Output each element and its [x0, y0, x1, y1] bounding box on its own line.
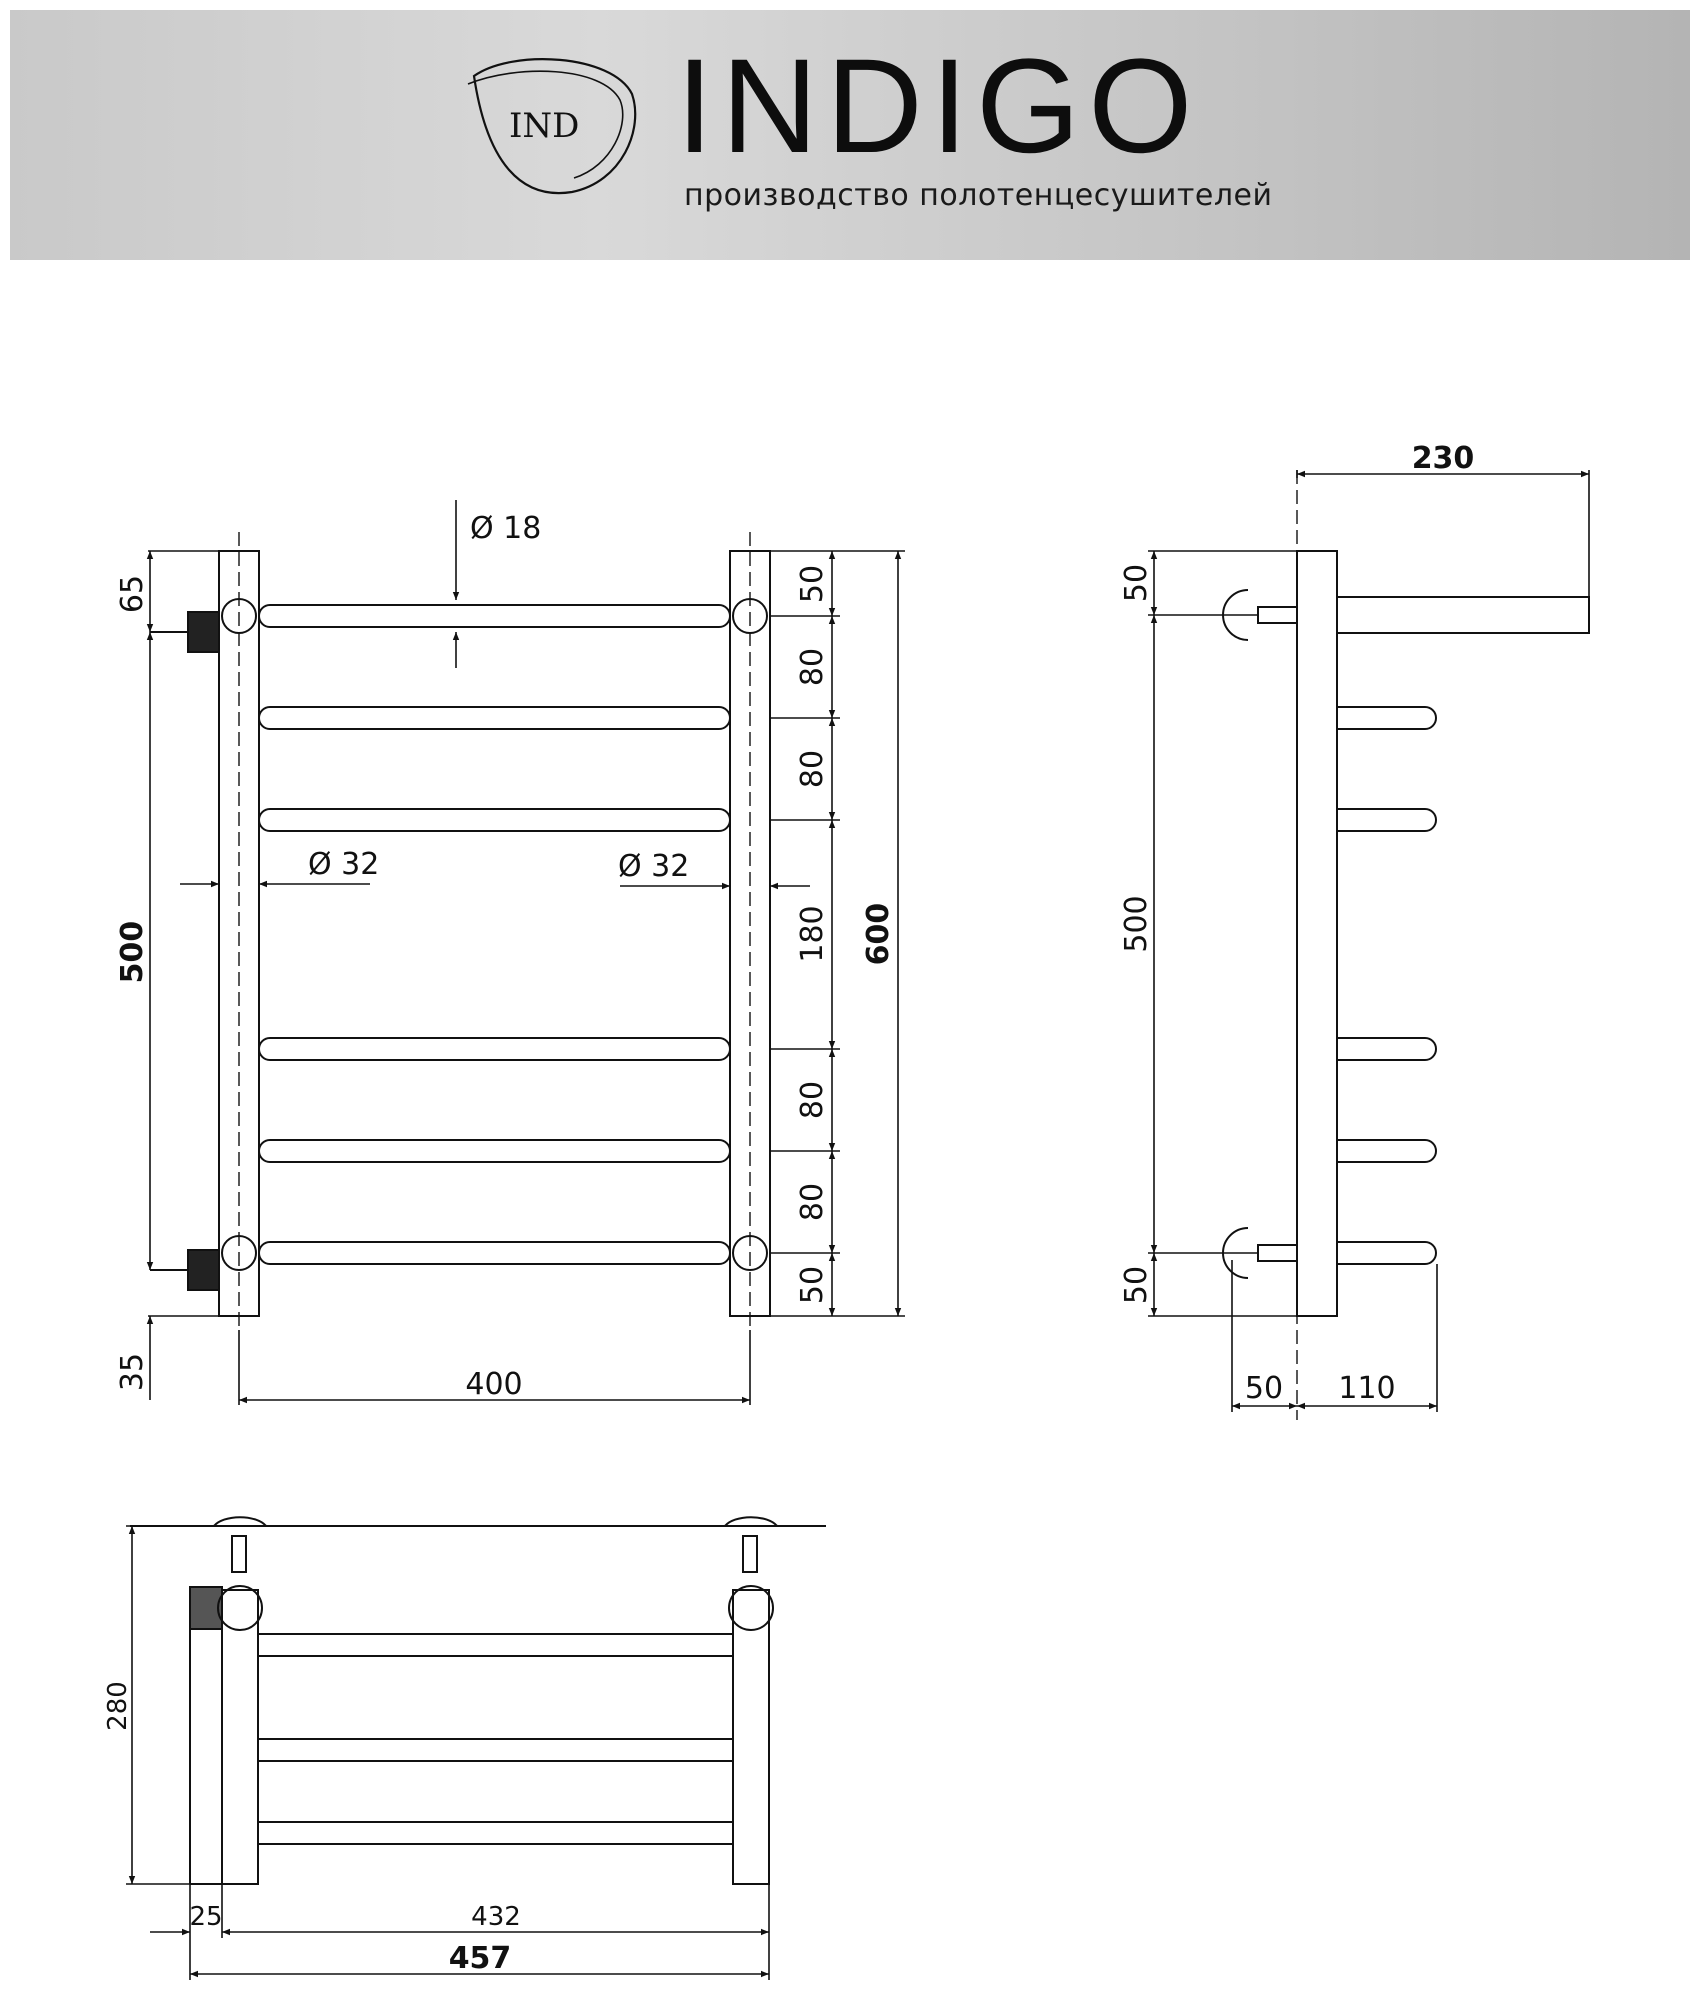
top-depth-label: 280 — [103, 1681, 133, 1731]
side-top-offset-label: 50 — [1119, 563, 1154, 603]
spacing-label: 180 — [795, 905, 830, 963]
side-depth-label: 230 — [1411, 441, 1475, 476]
spacing-label: 80 — [795, 1080, 830, 1120]
front-width-label: 400 — [465, 1367, 523, 1402]
top-view — [130, 1517, 826, 1884]
side-height-label: 500 — [1119, 895, 1154, 953]
top-inner-width-label: 432 — [471, 1902, 521, 1932]
side-top-rung — [1337, 597, 1589, 633]
top-total-width-label: 457 — [448, 1941, 512, 1976]
side-rungs — [1337, 707, 1436, 1264]
side-dimensions — [1148, 470, 1589, 1412]
front-total-height-label: 600 — [861, 902, 896, 966]
spacing-label: 80 — [795, 1182, 830, 1222]
rungs — [259, 605, 730, 1264]
side-view — [1223, 470, 1589, 1420]
side-rung-length-label: 110 — [1338, 1371, 1396, 1406]
front-spacing-labels — [795, 565, 830, 1304]
spacing-label: 80 — [795, 749, 830, 789]
brand-tagline: производство полотенцесушителей — [684, 178, 1273, 213]
mount-top — [188, 612, 219, 652]
front-height-label: 500 — [115, 920, 150, 984]
pipe-diameter-left-label: Ø 32 — [308, 847, 380, 882]
side-wall-gap-label: 50 — [1244, 1371, 1284, 1406]
top-offset-label: 25 — [189, 1902, 223, 1932]
spacing-label: 50 — [795, 564, 830, 604]
spacing-label: 80 — [795, 647, 830, 687]
brand-name: INDIGO — [676, 32, 1201, 181]
side-pipe — [1297, 551, 1337, 1316]
front-top-offset-label: 65 — [115, 574, 150, 614]
side-bottom-offset-label: 50 — [1119, 1265, 1154, 1305]
tube-diameter-label: Ø 18 — [470, 511, 542, 546]
logo-mark: IND — [509, 106, 580, 146]
front-view — [150, 532, 770, 1330]
front-bottom-offset-label: 35 — [115, 1352, 150, 1392]
front-dimensions — [148, 500, 905, 1405]
mount-bottom — [188, 1250, 219, 1290]
spacing-label: 50 — [795, 1265, 830, 1305]
pipe-diameter-right-label: Ø 32 — [618, 849, 690, 884]
